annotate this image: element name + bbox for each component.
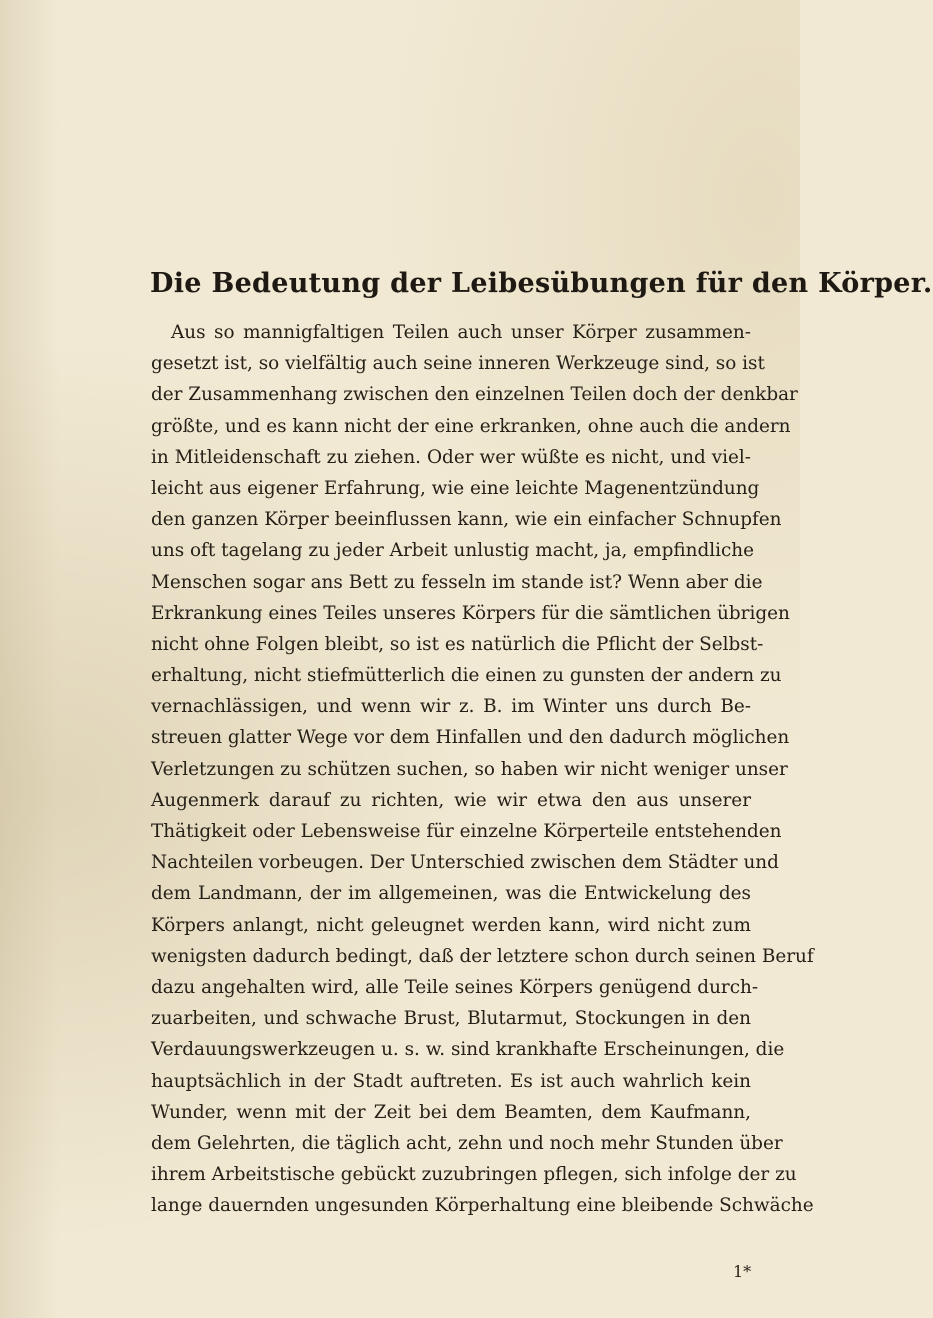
text-line: in Mitleidenschaft zu ziehen. Oder wer wüßte es nicht, und viel-: [151, 446, 751, 468]
text-line: erhaltung, nicht stiefmütterlich die einen zu gunsten der andern zu: [151, 665, 782, 687]
text-line: vernachlässigen, und wenn wir z. B. im Winter uns durch Be-: [151, 696, 751, 718]
text-line: Erkrankung eines Teiles unseres Körpers für die sämtlichen übrigen: [151, 602, 790, 624]
text-line: größte, und es kann nicht der eine erkranken, ohne auch die andern: [151, 415, 791, 437]
text-line: ihrem Arbeitstische gebückt zuzubringen pflegen, sich infolge der zu: [151, 1164, 797, 1186]
text-line: streuen glatter Wege vor dem Hinfallen und den dadurch möglichen: [151, 727, 790, 749]
text-line: Thätigkeit oder Lebensweise für einzelne Körperteile entstehenden: [151, 821, 782, 842]
text-line: Körpers anlangt, nicht geleugnet werden kann, wird nicht zum: [151, 914, 751, 936]
text-line: Nachteilen vorbeugen. Der Unterschied zwischen dem Städter und: [151, 852, 779, 874]
signature-mark: 1*: [733, 1262, 752, 1281]
text-line: zuarbeiten, und schwache Brust, Blutarmut, Stockungen in den: [151, 1008, 751, 1030]
text-line: uns oft tagelang zu jeder Arbeit unlustig macht, ja, empfindliche: [151, 540, 755, 562]
text-line: dem Landmann, der im allgemeinen, was die Entwickelung des: [151, 883, 751, 905]
text-line: nicht ohne Folgen bleibt, so ist es natürlich die Pflicht der Selbst-: [151, 633, 764, 655]
text-line: Wunder, wenn mit der Zeit bei dem Beamten, dem Kaufmann,: [151, 1101, 751, 1123]
text-line: Aus so mannigfaltigen Teilen auch unser Körper zusammen-: [171, 322, 751, 343]
text-line: der Zusammenhang zwischen den einzelnen Teilen doch der denkbar: [151, 384, 798, 406]
text-line: Verdauungswerkzeugen u. s. w. sind krankhafte Erscheinungen, die: [151, 1039, 785, 1061]
text-line: dem Gelehrten, die täglich acht, zehn und noch mehr Stunden über: [151, 1132, 783, 1154]
chapter-heading: Die Bedeutung der Leibesübungen für den Körper.: [150, 268, 933, 299]
text-line: Verletzungen zu schützen suchen, so haben wir nicht weniger unser: [151, 758, 788, 780]
text-line: Augenmerk darauf zu richten, wie wir etwa den aus unserer: [151, 789, 751, 811]
text-line: hauptsächlich in der Stadt auftreten. Es ist auch wahrlich kein: [151, 1070, 751, 1092]
text-line: Menschen sogar ans Bett zu fesseln im stande ist? Wenn aber die: [151, 571, 763, 593]
text-line: leicht aus eigener Erfahrung, wie eine leichte Magenentzündung: [151, 477, 760, 499]
text-line: wenigsten dadurch bedingt, daß der letztere schon durch seinen Beruf: [151, 945, 814, 967]
text-line: den ganzen Körper beeinflussen kann, wie ein einfacher Schnupfen: [151, 509, 782, 531]
body-text: [151, 317, 814, 1221]
text-line: dazu angehalten wird, alle Teile seines Körpers genügend durch-: [151, 976, 759, 998]
text-line: gesetzt ist, so vielfältig auch seine inneren Werkzeuge sind, so ist: [151, 353, 765, 375]
text-line: lange dauernden ungesunden Körperhaltung eine bleibende Schwäche: [151, 1195, 814, 1217]
